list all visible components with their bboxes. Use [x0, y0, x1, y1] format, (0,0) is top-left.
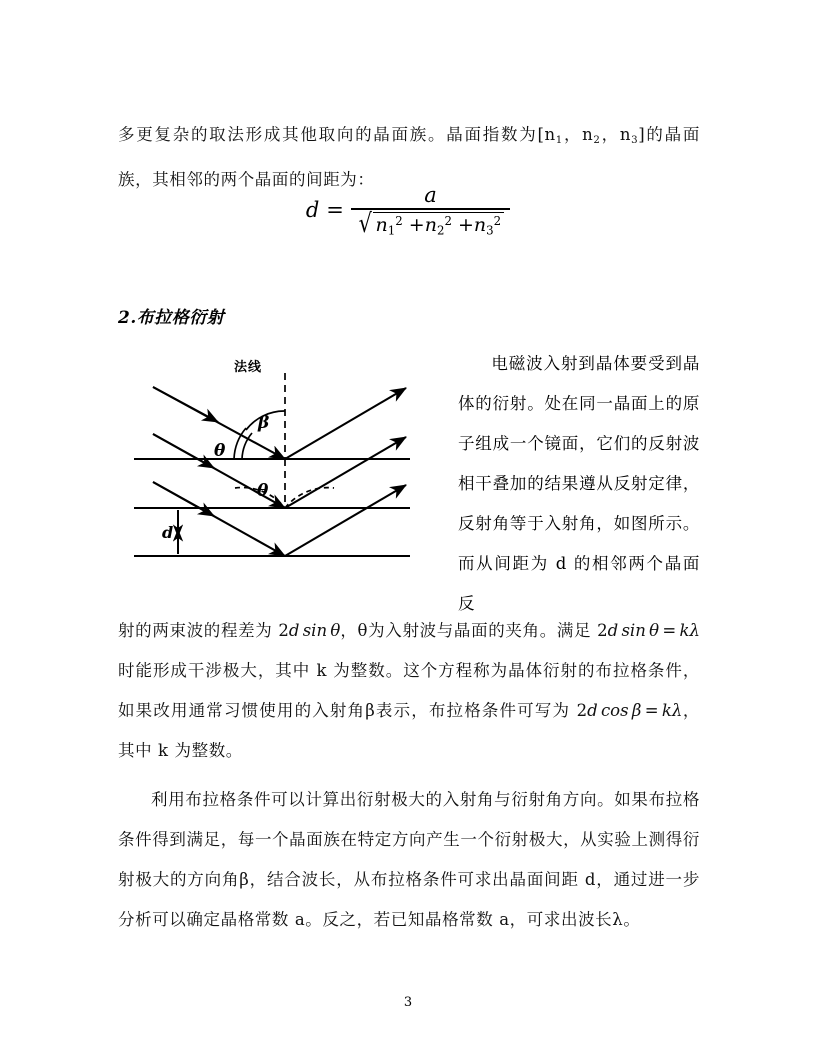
pd-sin: sin	[302, 620, 328, 640]
bc-cos: cos	[600, 700, 629, 720]
inline-formula-bragg-sin	[597, 621, 700, 640]
sqrt-group	[357, 208, 504, 239]
section-heading-bragg-diffraction: 2.布拉格衍射	[118, 308, 225, 329]
paragraph-side-column	[458, 344, 700, 624]
radicand-n3-power: 2	[493, 213, 502, 228]
paragraph-application	[118, 780, 700, 940]
radicand-n1: n	[375, 213, 388, 236]
bs-d: d	[607, 620, 619, 640]
figure-label-theta-lower: θ	[257, 481, 269, 501]
radicand-n3: n	[473, 213, 487, 236]
arc-theta-lower-right	[285, 488, 334, 508]
figure-label-theta-upper: θ	[214, 441, 226, 461]
paragraph-intro-text-4: ]的晶面族，其相邻的两个晶面的间距为：	[118, 124, 700, 190]
radicand-n1-power: 2	[395, 213, 403, 228]
bs-lambda: λ	[689, 620, 700, 640]
radicand-plus-2: +	[457, 213, 474, 236]
incident-ray-3-mid	[153, 482, 214, 516]
paragraph-side-column-text: 电磁波入射到晶体要受到晶体的衍射。处在同一晶面上的原子组成一个镜面，它们的反射波相干叠加的结果遵从反射定律，反射角等于入射角，如图所示。而从间距为 d 的相邻两个晶面反	[458, 354, 700, 613]
bc-two: 2	[576, 700, 588, 720]
bc-beta: β	[631, 700, 642, 720]
paragraph-intro-text-2: ，n	[562, 124, 594, 144]
formula-denominator	[351, 210, 510, 238]
display-formula-interplanar-spacing	[0, 183, 816, 238]
figure-bragg-diffraction	[118, 348, 418, 573]
radicand-n1-index: 1	[387, 223, 396, 238]
radicand-n2-power: 2	[444, 213, 452, 228]
radical-icon: √	[358, 208, 372, 239]
pd-two: 2	[278, 620, 289, 640]
formula-equals: =	[326, 198, 344, 223]
incident-ray-1-mid	[153, 387, 218, 422]
bragg-text-3: 时能形成干涉极大，其中 k 为整数。这个方程称为晶体衍射的布拉格条件，如果改用通常习惯使用的入射角β表示，布拉格条件可写为	[118, 660, 700, 720]
radicand-n3-index: 3	[486, 223, 494, 238]
subscript-n3: 3	[631, 134, 639, 146]
pd-d: d	[288, 620, 300, 640]
formula-numerator: a	[424, 183, 437, 207]
bc-eq: =	[644, 700, 659, 720]
bc-lambda: λ	[671, 700, 683, 720]
bragg-text-4: ，其中 k 为整数。	[118, 700, 700, 760]
page-number: 3	[403, 995, 413, 1010]
formula-lhs: d	[305, 198, 320, 223]
bragg-text-1: 射的两束波的程差为	[118, 620, 273, 640]
bc-k: k	[661, 700, 672, 720]
bs-eq: =	[662, 620, 677, 640]
bc-d: d	[587, 700, 598, 720]
figure-label-spacing-d: d	[162, 523, 174, 542]
inline-formula-bragg-cos	[577, 701, 683, 720]
reflected-ray-3	[285, 485, 406, 556]
bs-two: 2	[597, 620, 608, 640]
bs-theta: θ	[649, 620, 660, 640]
subscript-n1: 1	[555, 134, 563, 146]
bs-sin: sin	[621, 620, 646, 640]
bragg-text-2: ，θ为入射波与晶面的夹角。满足	[340, 620, 592, 640]
radicand-n2-index: 2	[436, 223, 445, 238]
formula-fraction	[351, 183, 510, 238]
radicand-plus-1: +	[408, 213, 425, 236]
paragraph-application-text: 利用布拉格条件可以计算出衍射极大的入射角与衍射角方向。如果布拉格条件得到满足，每一个晶面族在特定方向产生一个衍射极大，从实验上测得衍射极大的方向角β，结合波长，从布拉格条件可求出晶面间距 d，通过进一步分析可以确定晶格常数 a。反之，若已知晶格常数 a，可求出波长λ。	[118, 789, 700, 929]
paragraph-intro-text-1: 多更复杂的取法形成其他取向的晶面族。晶面指数为[n	[118, 124, 556, 144]
paragraph-bragg-condition	[118, 611, 700, 771]
figure-label-normal-line: 法线	[234, 360, 263, 375]
subscript-n2: 2	[593, 134, 601, 146]
figure-label-beta: β	[258, 413, 270, 433]
bs-k: k	[679, 620, 690, 640]
paragraph-intro-text-3: ，n	[600, 124, 632, 144]
pd-theta: θ	[330, 620, 341, 640]
incident-ray-2-mid	[153, 434, 214, 468]
radicand	[373, 212, 504, 238]
reflected-rays	[285, 388, 406, 556]
radicand-n2: n	[424, 213, 437, 236]
inline-formula-path-difference	[278, 621, 340, 640]
